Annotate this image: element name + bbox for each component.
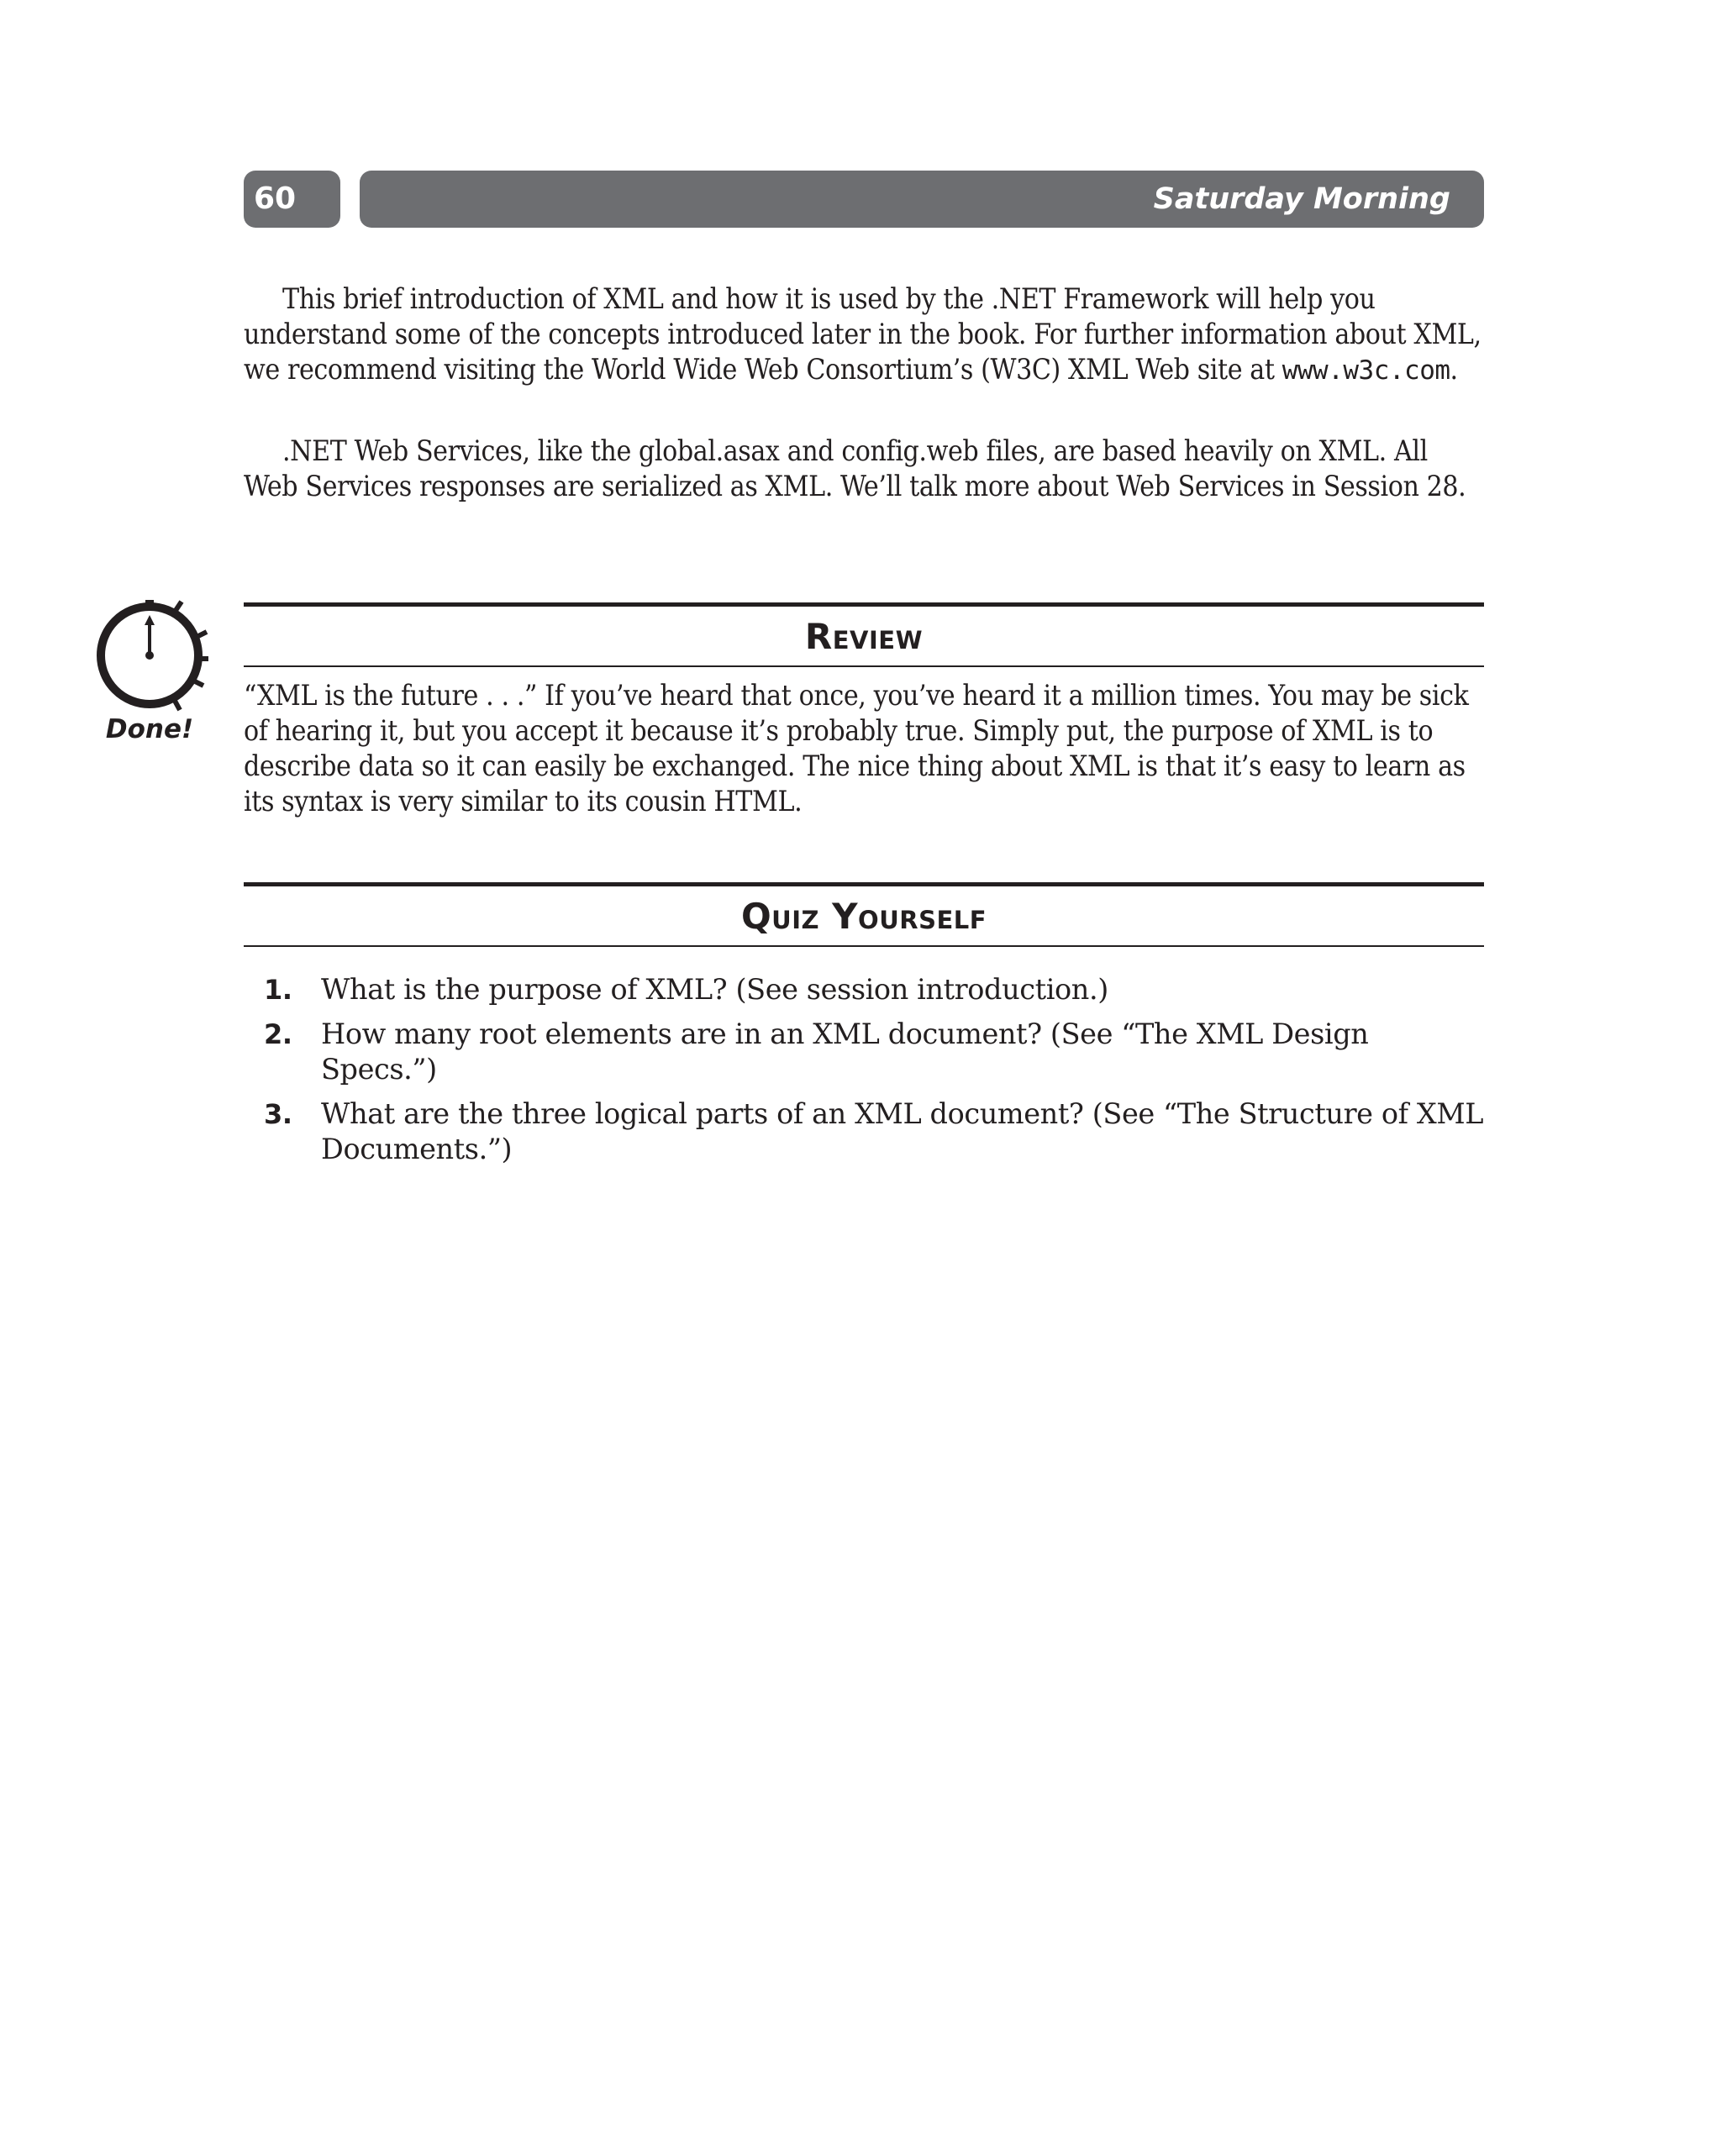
quiz-item xyxy=(244,972,1484,1007)
stopwatch-icon xyxy=(94,598,208,713)
intro-paragraph-1 xyxy=(244,281,1484,388)
quiz-item-number: 1. xyxy=(264,974,292,1006)
intro-paragraph-2: .NET Web Services, like the global.asax and config.web files, are based heavily on XML. All Web Services responses are serialized as XML. We’ll talk more about Web Services in Session 28. xyxy=(244,434,1466,502)
quiz-bottom-rule xyxy=(244,945,1484,947)
review-top-rule xyxy=(244,602,1484,607)
quiz-item-text: What is the purpose of XML? (See session introduction.) xyxy=(321,973,1108,1006)
intro-paragraph-1-text: This brief introduction of XML and how it is used by the .NET Framework will help you understand some of the concepts introduced later in the book. For further information about XML, we recommend visiting the World Wide Web Consortium’s (W3C) XML Web site at xyxy=(244,282,1482,386)
quiz-item-text: What are the three logical parts of an XML document? (See “The Structure of XML Documents.”) xyxy=(321,1097,1484,1165)
done-caption: Done! xyxy=(105,714,194,744)
review-text: “XML is the future . . .” If you’ve heard that once, you’ve heard it a million times. You may be sick of hearing it, but you accept it because it’s probably true. Simply put, the purpose of XML is to describe data so it can easily be exchanged. The nice thing about XML is that it’s easy to learn as its syntax is very similar to its cousin HTML. xyxy=(244,679,1469,818)
quiz-item xyxy=(244,1096,1484,1167)
quiz-item-number: 3. xyxy=(264,1098,292,1130)
review-heading: Review xyxy=(804,616,924,657)
review-bottom-rule xyxy=(244,665,1484,667)
quiz-list xyxy=(244,972,1484,1176)
w3c-url: www.w3c.com xyxy=(1282,355,1450,386)
quiz-heading: Quiz Yourself xyxy=(740,896,987,937)
quiz-item xyxy=(244,1017,1484,1087)
running-head: Saturday Morning xyxy=(360,171,1484,228)
quiz-top-rule xyxy=(244,882,1484,886)
quiz-item-number: 2. xyxy=(264,1018,292,1050)
intro-paragraph-1-end: . xyxy=(1450,353,1458,386)
page-number: 60 xyxy=(244,171,340,228)
quiz-item-text: How many root elements are in an XML document? (See “The XML Design Specs.”) xyxy=(321,1018,1369,1086)
